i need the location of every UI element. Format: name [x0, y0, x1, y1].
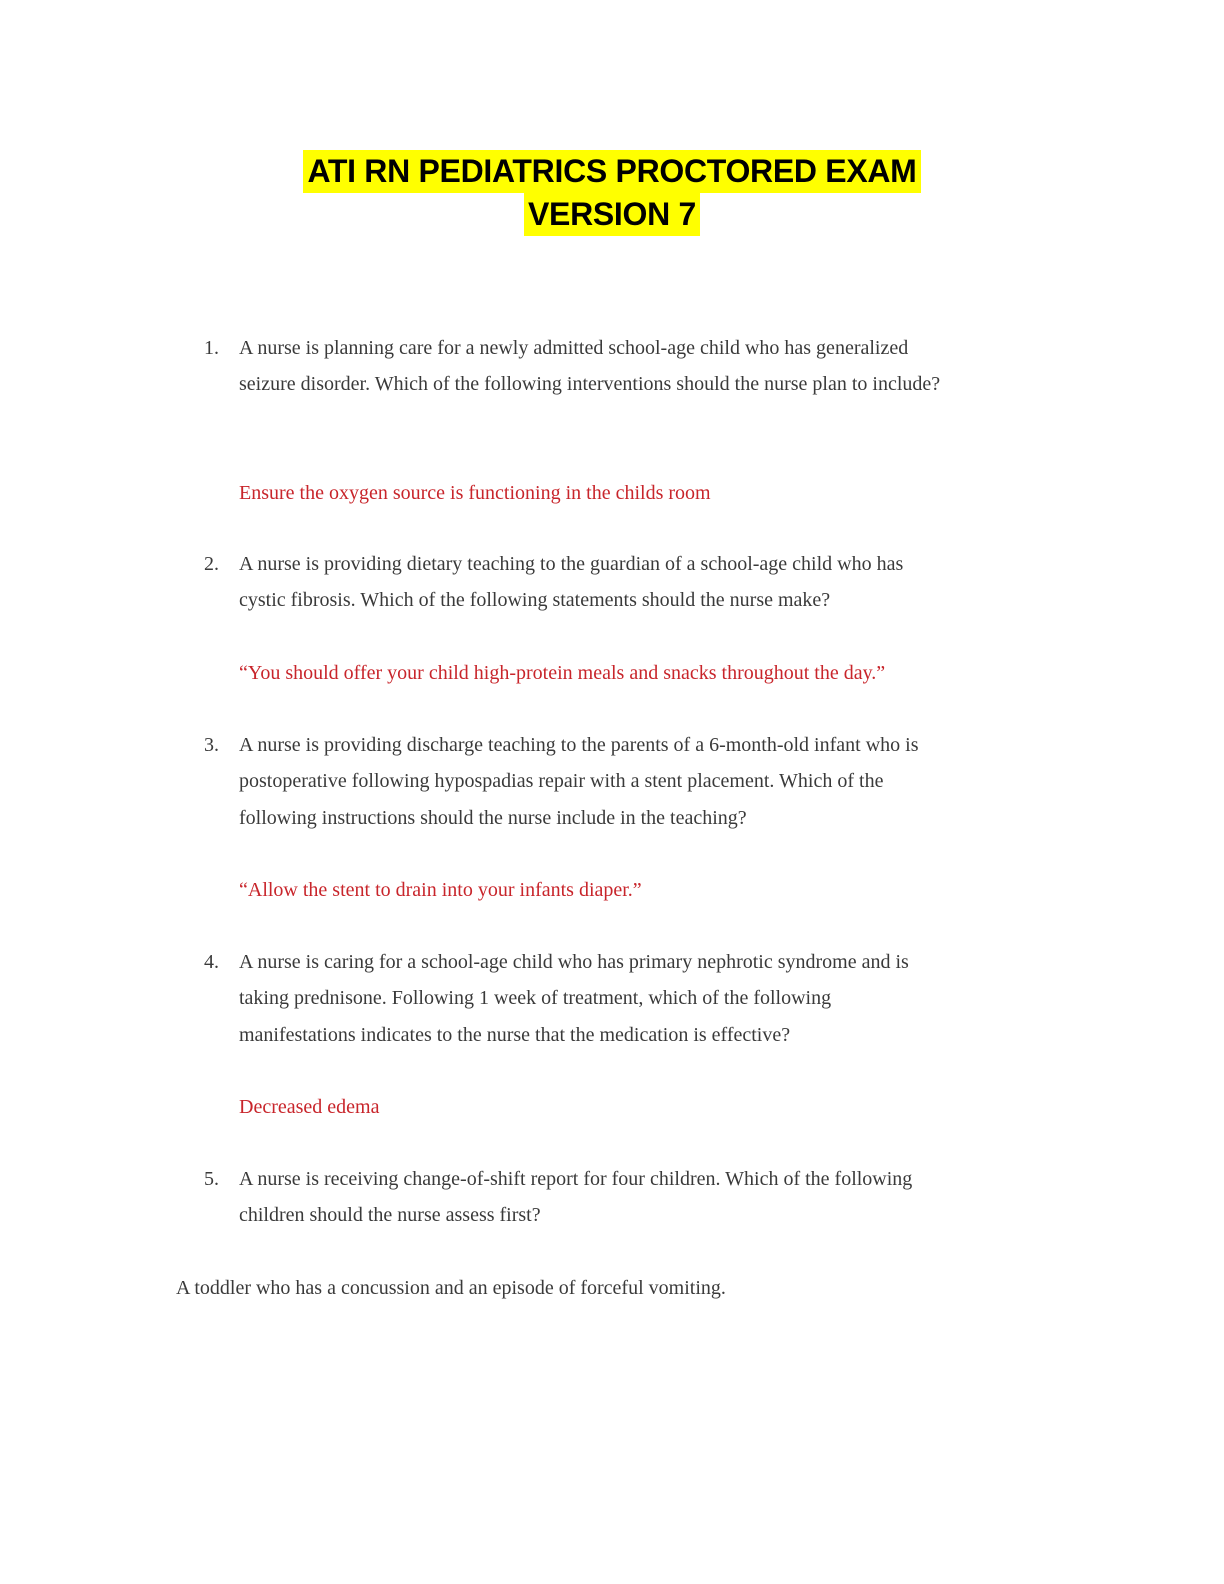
question-number: 5.: [204, 1168, 219, 1190]
answer-3: “Allow the stent to drain into your infants diaper.”: [239, 879, 642, 901]
question-text: A nurse is receiving change-of-shift report for four children. Which of the following children should the nurse assess first?: [239, 1168, 913, 1227]
question-number: 4.: [204, 951, 219, 973]
question-text: A nurse is providing discharge teaching to the parents of a 6-month-old infant who is postoperative following hypospadias repair with a stent placement. Which of the following instructions should the nurse include in the teaching?: [239, 734, 919, 829]
answer-5: A toddler who has a concussion and an episode of forceful vomiting.: [176, 1277, 726, 1299]
answer-1: Ensure the oxygen source is functioning in the childs room: [239, 482, 711, 504]
question-text: A nurse is providing dietary teaching to the guardian of a school-age child who has cystic fibrosis. Which of the following statements should the nurse make?: [239, 553, 904, 612]
question-number: 3.: [204, 734, 219, 756]
question-text: A nurse is caring for a school-age child who has primary nephrotic syndrome and is taking prednisone. Following 1 week of treatment, which of the following manifestations indicates to the nurse that the medication is effective?: [239, 951, 909, 1046]
title-line-2: VERSION 7: [524, 193, 700, 236]
question-text: A nurse is planning care for a newly admitted school-age child who has generalized seizure disorder. Which of the following interventions should the nurse plan to include?: [239, 337, 941, 396]
question-number: 2.: [204, 553, 219, 575]
answer-4: Decreased edema: [239, 1096, 380, 1118]
question-number: 1.: [204, 337, 219, 359]
title-line-1: ATI RN PEDIATRICS PROCTORED EXAM: [303, 150, 920, 193]
document-title: [0, 150, 1224, 236]
answer-2: “You should offer your child high-protein meals and snacks throughout the day.”: [239, 662, 886, 684]
